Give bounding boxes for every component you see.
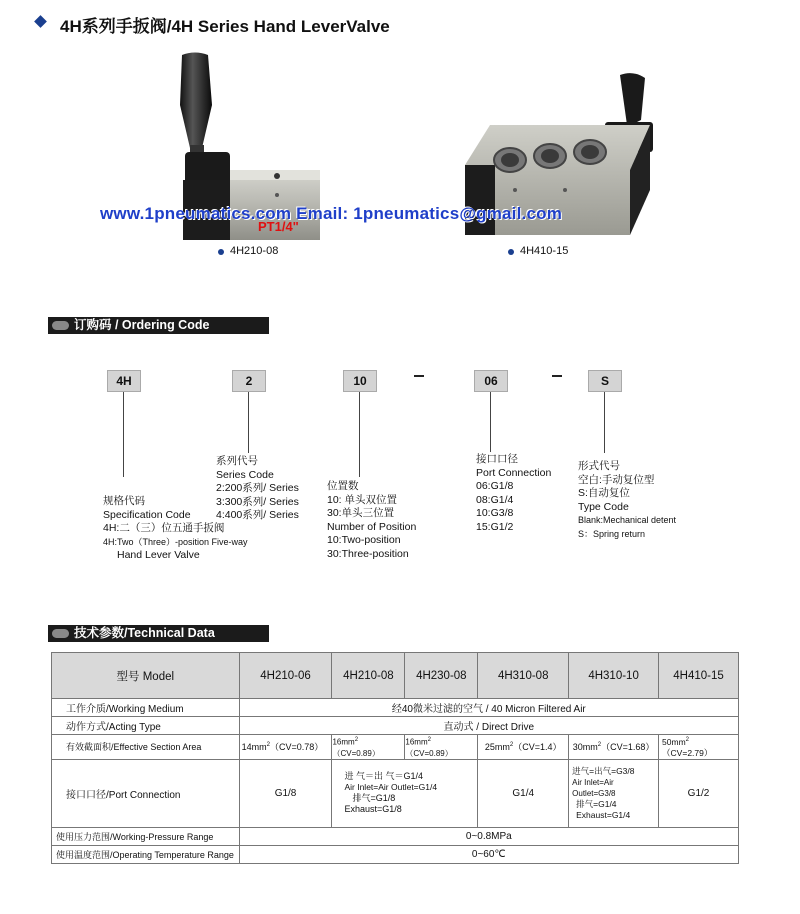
port-cell: G1/4 — [478, 759, 569, 827]
model-cell: 4H310-08 — [478, 653, 569, 699]
table-row — [52, 759, 739, 827]
connector-line — [490, 392, 491, 452]
section-cell: $30mm^2(CV=1.68)$ — [569, 735, 659, 760]
port-cell: G1/8 — [239, 759, 332, 827]
section-cell: $50mm^2(CV=2.79)$ — [659, 735, 739, 760]
type-code-desc: 形式代号 空白:手动复位型 S:自动复位 Type Code Blank:Mechanical detent S：Spring return — [578, 460, 677, 539]
row-label: 使用压力范围/Working-Pressure Range — [52, 827, 240, 845]
table-row — [52, 845, 739, 863]
product-caption-1: 4H210-08 — [230, 245, 279, 257]
model-cell: 4H230-08 — [405, 653, 478, 699]
model-cell: 4H310-10 — [569, 653, 659, 699]
series-code-desc: 系列代号 Series Code 2:200系列/ Series 3:300系列/ Series 4:400系列/ Series — [216, 455, 299, 521]
section-pill-icon — [52, 629, 69, 638]
code-box-series: 4H — [107, 370, 141, 392]
section-cell: $14mm^2(CV=0.78)$ — [239, 735, 332, 760]
model-cell: 4H210-06 — [239, 653, 332, 699]
model-header: 型号 Model — [52, 653, 240, 699]
port-connection-desc: 接口口径 Port Connection 06:G1/8 08:G1/4 10:G3/8 15:G1/2 — [476, 453, 552, 533]
table-row — [52, 699, 739, 717]
caption-bullet-icon — [218, 249, 224, 255]
row-label: 动作方式/Acting Type — [52, 717, 240, 735]
model-cell: 4H210-08 — [332, 653, 405, 699]
connector-line — [248, 392, 249, 453]
caption-bullet-icon — [508, 249, 514, 255]
section-cell: $16mm^2(CV=0.89)$ — [405, 735, 478, 760]
port-cell: 进气=出气=G3/8 Air Inlet=Air Outlet=G3/8 排气=G1/4 Exhaust=G1/4 — [569, 759, 659, 827]
row-value: 0~0.8MPa — [239, 827, 738, 845]
row-label: 接口口径/Port Connection — [52, 759, 240, 827]
model-cell: 4H410-15 — [659, 653, 739, 699]
page-title: 4H系列手扳阀/4H Series Hand LeverValve — [60, 17, 390, 36]
product-caption-2: 4H410-15 — [520, 245, 569, 257]
row-label: 有效截面积/Effective Section Area — [52, 735, 240, 760]
position-desc: 位置数 10: 单头双位置 30:单头三位置 Number of Position 10:Two-position 30:Three-position — [327, 480, 417, 560]
section-cell: $25mm^2(CV=1.4)$ — [478, 735, 569, 760]
port-cell: 进 气＝出 气＝G1/4 Air Inlet=Air Outlet=G1/4 排气=G1/8 Exhaust=G1/8 — [332, 759, 478, 827]
code-box-port: 06 — [474, 370, 508, 392]
technical-data-table — [51, 652, 739, 864]
technical-data-header: 技术参数/Technical Data — [48, 625, 269, 642]
code-separator — [552, 375, 562, 377]
watermark-text: www.1pneumatics.com Email: 1pneumatics@gmail.com — [100, 204, 563, 223]
section-pill-icon — [52, 321, 69, 330]
code-separator — [414, 375, 424, 377]
row-label: 工作介质/Working Medium — [52, 699, 240, 717]
section-cell: $16mm^2(CV=0.89)$ — [332, 735, 405, 760]
code-box-position: 10 — [343, 370, 377, 392]
port-cell: G1/2 — [659, 759, 739, 827]
code-box-type: S — [588, 370, 622, 392]
code-box-series-number: 2 — [232, 370, 266, 392]
row-value: 0~60℃ — [239, 845, 738, 863]
connector-line — [604, 392, 605, 453]
ordering-code-header: 订购码 / Ordering Code — [48, 317, 269, 334]
spec-code-desc: 规格代码 Specification Code 4H:二（三）位五通手扳阀 4H:Two（Three）-position Five-way Hand Lever Valve — [103, 495, 248, 561]
row-label: 使用温度范围/Operating Temperature Range — [52, 845, 240, 863]
table-row — [52, 717, 739, 735]
table-row — [52, 827, 739, 845]
table-header-row — [52, 653, 739, 699]
row-value: 经40微米过滤的空气 / 40 Micron Filtered Air — [239, 699, 738, 717]
connector-line — [123, 392, 124, 477]
table-row — [52, 735, 739, 760]
connector-line — [359, 392, 360, 477]
row-value: 直动式 / Direct Drive — [239, 717, 738, 735]
port-size-label: PT1/4" — [258, 219, 299, 234]
